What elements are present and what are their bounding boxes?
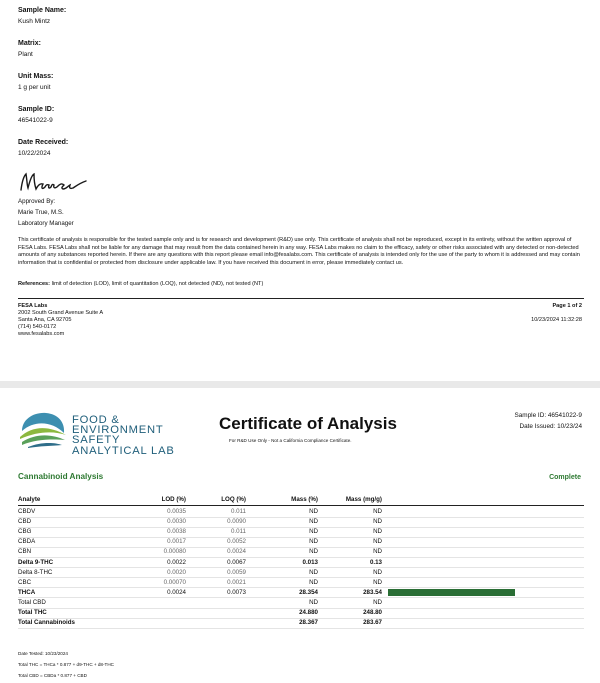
lod-value: 0.0038 <box>167 528 186 536</box>
analyte-name: CBDV <box>18 508 36 515</box>
footer-address-line1: 2002 South Grand Avenue Suite A <box>18 310 104 316</box>
sample-name-value: Kush Mintz <box>18 18 51 25</box>
footer-page-number: Page 1 of 2 <box>552 303 582 309</box>
lab-logo-text <box>72 415 175 456</box>
mass-mg-value: ND <box>373 598 382 606</box>
unit-mass-value: 1 g per unit <box>18 84 51 91</box>
lod-value: 0.0022 <box>167 558 186 566</box>
lod-value: 0.0017 <box>167 538 186 546</box>
header-sample-id: Sample ID: 46541022-9 <box>514 412 582 419</box>
mass-mg-value: 248.80 <box>363 609 382 616</box>
col-header-mass-pct: Mass (%) <box>291 496 318 503</box>
analyte-name: Delta 8-THC <box>18 568 53 576</box>
loq-value: 0.0073 <box>227 588 246 596</box>
references-label: References: <box>18 281 51 287</box>
logo-line-4: ANALYTICAL LAB <box>72 444 175 457</box>
date-received-value: 10/22/2024 <box>18 150 51 157</box>
analyte-name: CBD <box>18 518 32 526</box>
footer-page-info <box>531 303 582 324</box>
mass-pct-value: ND <box>309 518 318 526</box>
analyte-name: Total THC <box>18 609 47 616</box>
loq-value: 0.0052 <box>227 538 246 546</box>
analyte-name: CBG <box>18 528 32 536</box>
references-text: limit of detection (LOD), limit of quantitation (LOQ), not detected (ND), not tested (NT) <box>51 281 264 287</box>
mass-pct-value: 0.013 <box>302 558 318 566</box>
mass-mg-value: ND <box>373 518 382 526</box>
mass-pct-value: ND <box>309 598 318 606</box>
footer-website: www.fesalabs.com <box>18 331 65 337</box>
analyte-name: CBDA <box>18 538 36 546</box>
footer-lab-name: FESA Labs <box>18 303 48 309</box>
unit-mass-label: Unit Mass: <box>18 73 54 80</box>
total-thc-formula: Total THC = THCa * 0.877 + d9-THC + d8-THC <box>18 662 114 667</box>
sample-meta <box>514 410 582 432</box>
loq-value: 0.0090 <box>227 518 246 526</box>
mass-mg-value: ND <box>373 548 382 556</box>
lod-value: 0.0024 <box>167 588 186 596</box>
col-header-analyte: Analyte <box>18 496 41 503</box>
sample-id-value: 46541022-9 <box>18 117 53 124</box>
mass-pct-value: ND <box>309 578 318 586</box>
lod-value: 0.00070 <box>163 578 186 586</box>
footer-address-line2: Santa Ana, CA 92705 <box>18 317 72 323</box>
mass-mg-value: 0.13 <box>369 558 382 566</box>
mass-mg-value: ND <box>373 508 382 515</box>
mass-bar <box>388 589 515 596</box>
page-subtitle: For R&D Use Only - Not a California Compliance Certificate. <box>229 438 352 443</box>
footer-phone: (714) 540-0172 <box>18 324 57 330</box>
col-header-mass-mg: Mass (mg/g) <box>345 496 382 503</box>
matrix-value: Plant <box>18 51 33 58</box>
mass-mg-value: ND <box>373 568 382 576</box>
loq-value: 0.0021 <box>227 578 246 586</box>
mass-pct-value: ND <box>309 538 318 546</box>
date-tested-note: Date Tested: 10/23/2024 <box>18 651 68 656</box>
mass-pct-value: ND <box>309 508 318 515</box>
lod-value: 0.0020 <box>167 568 186 576</box>
loq-value: 0.0024 <box>227 548 246 556</box>
col-header-lod: LOD (%) <box>161 496 186 503</box>
mass-pct-value: 24.880 <box>299 609 318 616</box>
mass-pct-value: ND <box>309 548 318 556</box>
footer-timestamp: 10/23/2024 11:32:28 <box>531 317 582 323</box>
section-title: Cannabinoid Analysis <box>18 472 104 481</box>
loq-value: 0.0059 <box>227 568 246 576</box>
date-received-label: Date Received: <box>18 139 69 146</box>
logo-line-1: FOOD & <box>72 414 120 426</box>
header-date-issued: Date Issued: 10/23/24 <box>519 423 582 430</box>
logo-line-3: SAFETY <box>72 434 121 447</box>
logo-line-2: ENVIRONMENT <box>72 424 164 437</box>
analyte-name: Total CBD <box>18 598 46 606</box>
footer-address-block <box>18 303 103 338</box>
table-row-divider <box>18 628 584 629</box>
table-header-divider <box>18 505 584 506</box>
loq-value: 0.011 <box>230 508 246 515</box>
mass-pct-value: ND <box>309 568 318 576</box>
total-cbd-formula: Total CBD = CBDa * 0.877 + CBD <box>18 673 87 678</box>
analyte-name: Delta 9-THC <box>18 558 54 566</box>
sample-id-label: Sample ID: <box>18 106 55 113</box>
approved-by-label: Approved By: <box>18 198 56 205</box>
mass-pct-value: 28.367 <box>299 619 318 627</box>
fesa-logo-icon <box>18 409 68 449</box>
analyte-name: CBN <box>18 548 32 556</box>
mass-mg-value: 283.54 <box>363 588 382 596</box>
mass-mg-value: ND <box>373 538 382 546</box>
mass-mg-value: ND <box>373 528 382 536</box>
sample-name-label: Sample Name: <box>18 7 67 14</box>
lod-value: 0.0035 <box>167 508 186 515</box>
approver-title: Laboratory Manager <box>18 220 74 227</box>
analyte-name: Total Cannabinoids <box>18 619 75 627</box>
mass-mg-value: ND <box>373 578 382 586</box>
mass-pct-value: ND <box>309 528 318 536</box>
loq-value: 0.011 <box>230 528 246 536</box>
lod-value: 0.00080 <box>163 548 186 556</box>
disclaimer-paragraph: This certificate of analysis is responsible for the tested sample only and is for research and development (R&D) use only. This certificate of analysis shall not be reproduced, except in its entirety, without the written approval of FESA Labs. FESA Labs shall not be liable for any damage that may result from the data contained herein in any way. FESA Labs makes no claim to the efficacy, safety or other risks associated with any detected or non-detected amounts of any substances reported herein. If there are any questions with this report please email info@fesalabs.com. This certificate of analysis is intended only for the use of the party to whom it is addressed and may contain information that is confidential or protected from disclosure under applicable law. If you have received this document in error, please immediately contact us. <box>18 237 580 266</box>
analyte-name: CBC <box>18 578 32 586</box>
page-title: Certificate of Analysis <box>219 414 397 433</box>
footer-divider <box>18 298 584 299</box>
lod-value: 0.0030 <box>167 518 186 526</box>
analyte-name: THCA <box>18 588 36 596</box>
references-line <box>18 281 263 287</box>
loq-value: 0.0067 <box>227 558 246 566</box>
signature-image <box>18 170 90 196</box>
approver-name: Marie True, M.S. <box>18 209 64 216</box>
status-badge: Complete <box>549 474 581 481</box>
col-header-loq: LOQ (%) <box>221 496 246 503</box>
mass-pct-value: 28.354 <box>299 588 318 596</box>
matrix-label: Matrix: <box>18 40 41 47</box>
mass-mg-value: 283.67 <box>363 619 382 627</box>
